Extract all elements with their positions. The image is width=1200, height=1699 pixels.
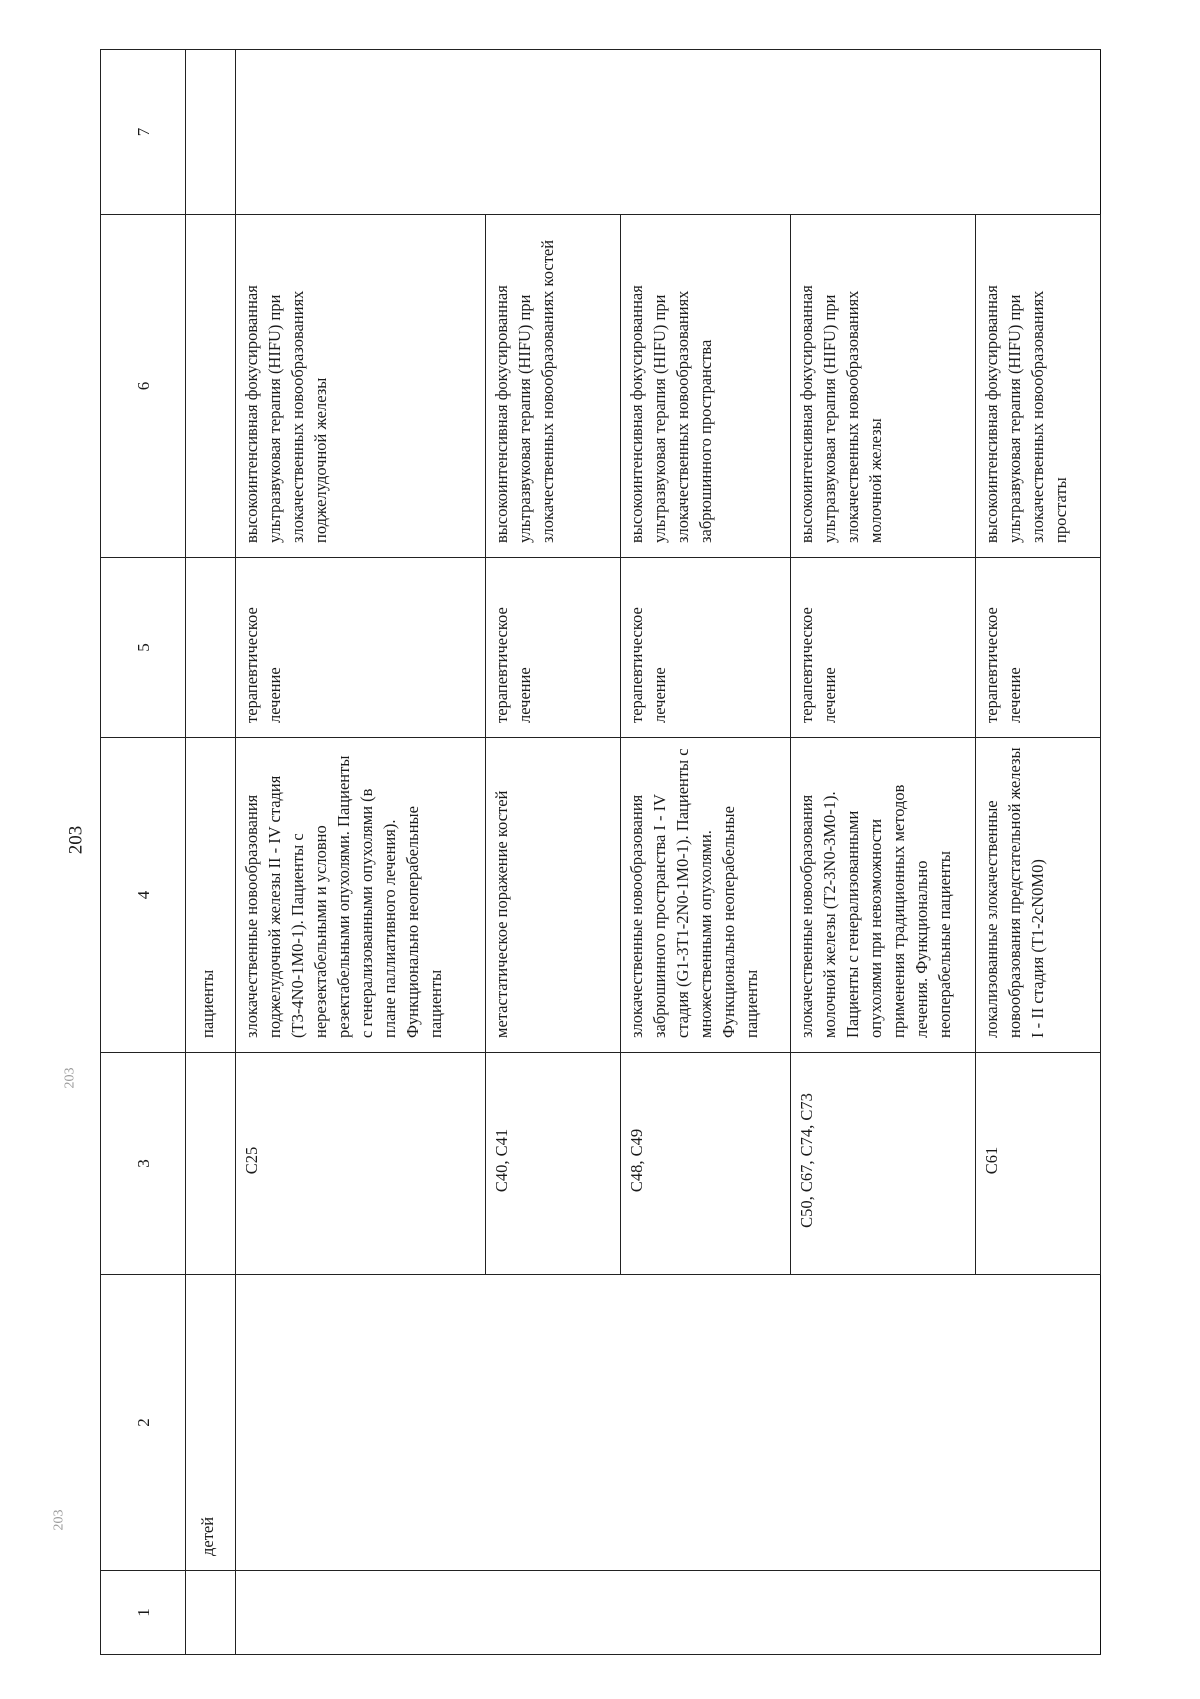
column-number-row bbox=[101, 50, 186, 1655]
treatment-table bbox=[100, 49, 1101, 1655]
column-number: 5 bbox=[101, 558, 186, 738]
treatment-method: высокоинтенсивная фокусированная ультразвуковая терапия (HIFU) при злокачественных новообразованиях забрюшинного пространства bbox=[621, 215, 791, 558]
cell-blank bbox=[186, 558, 236, 738]
stray-page-mark: 203 bbox=[62, 1067, 78, 1089]
column-number: 2 bbox=[101, 1275, 186, 1571]
continuation-row bbox=[186, 50, 236, 1655]
continuation-text-col2: детей bbox=[186, 1275, 236, 1571]
diagnosis-code: C50, C67, C74, C73 bbox=[791, 1053, 976, 1275]
treatment-type: терапевтическое лечение bbox=[621, 558, 791, 738]
treatment-method: высокоинтенсивная фокусированная ультразвуковая терапия (HIFU) при злокачественных новообразованиях молочной железы bbox=[791, 215, 976, 558]
treatment-type: терапевтическое лечение bbox=[791, 558, 976, 738]
patient-model: злокачественные новообразования молочной железы (T2-3N0-3M0-1). Пациенты с генерализованными опухолями при невозможности применения традиционных методов лечения. Функционально неоперабельные пациенты bbox=[791, 738, 976, 1053]
cell-blank bbox=[186, 1571, 236, 1655]
treatment-method: высокоинтенсивная фокусированная ультразвуковая терапия (HIFU) при злокачественных новообразованиях костей bbox=[486, 215, 621, 558]
diagnosis-code: C61 bbox=[976, 1053, 1101, 1275]
stray-page-mark: 203 bbox=[51, 1509, 67, 1531]
diagnosis-code: C40, C41 bbox=[486, 1053, 621, 1275]
treatment-method: высокоинтенсивная фокусированная ультразвуковая терапия (HIFU) при злокачественных новообразованиях простаты bbox=[976, 215, 1101, 558]
patient-model: метастатическое поражение костей bbox=[486, 738, 621, 1053]
patient-model: локализованные злокачественные новообразования предстательной железы I - II стадия (T1-2cN0M0) bbox=[976, 738, 1101, 1053]
treatment-type: терапевтическое лечение bbox=[486, 558, 621, 738]
cell-blank bbox=[186, 50, 236, 215]
patient-model: злокачественные новообразования поджелудочной железы II - IV стадия (T3-4N0-1M0-1). Пациенты с нерезектабельными и условно резектабельными опухолями. Пациенты с генерализованными опухолями (в плане паллиативного лечения). Функционально неоперабельные пациенты bbox=[236, 738, 486, 1053]
column-number: 6 bbox=[101, 215, 186, 558]
treatment-method: высокоинтенсивная фокусированная ультразвуковая терапия (HIFU) при злокачественных новообразованиях поджелудочной железы bbox=[236, 215, 486, 558]
cell-blank bbox=[236, 50, 1101, 215]
diagnosis-code: C48, C49 bbox=[621, 1053, 791, 1275]
cell-blank bbox=[186, 215, 236, 558]
column-number: 1 bbox=[101, 1571, 186, 1655]
diagnosis-code: C25 bbox=[236, 1053, 486, 1275]
cell-blank bbox=[236, 1275, 1101, 1571]
continuation-text-col4: пациенты bbox=[186, 738, 236, 1053]
rotated-page-content bbox=[100, 50, 1100, 1655]
column-number: 4 bbox=[101, 738, 186, 1053]
treatment-type: терапевтическое лечение bbox=[976, 558, 1101, 738]
column-number: 3 bbox=[101, 1053, 186, 1275]
page-number: 203 bbox=[65, 825, 87, 855]
column-number: 7 bbox=[101, 50, 186, 215]
treatment-type: терапевтическое лечение bbox=[236, 558, 486, 738]
cell-blank bbox=[186, 1053, 236, 1275]
table-row bbox=[236, 50, 486, 1655]
cell-blank bbox=[236, 1571, 1101, 1655]
patient-model: злокачественные новообразования забрюшинного пространства I - IV стадия (G1-3T1-2N0-1M0-1). Пациенты с множественными опухолями. Функционально неоперабельные пациенты bbox=[621, 738, 791, 1053]
